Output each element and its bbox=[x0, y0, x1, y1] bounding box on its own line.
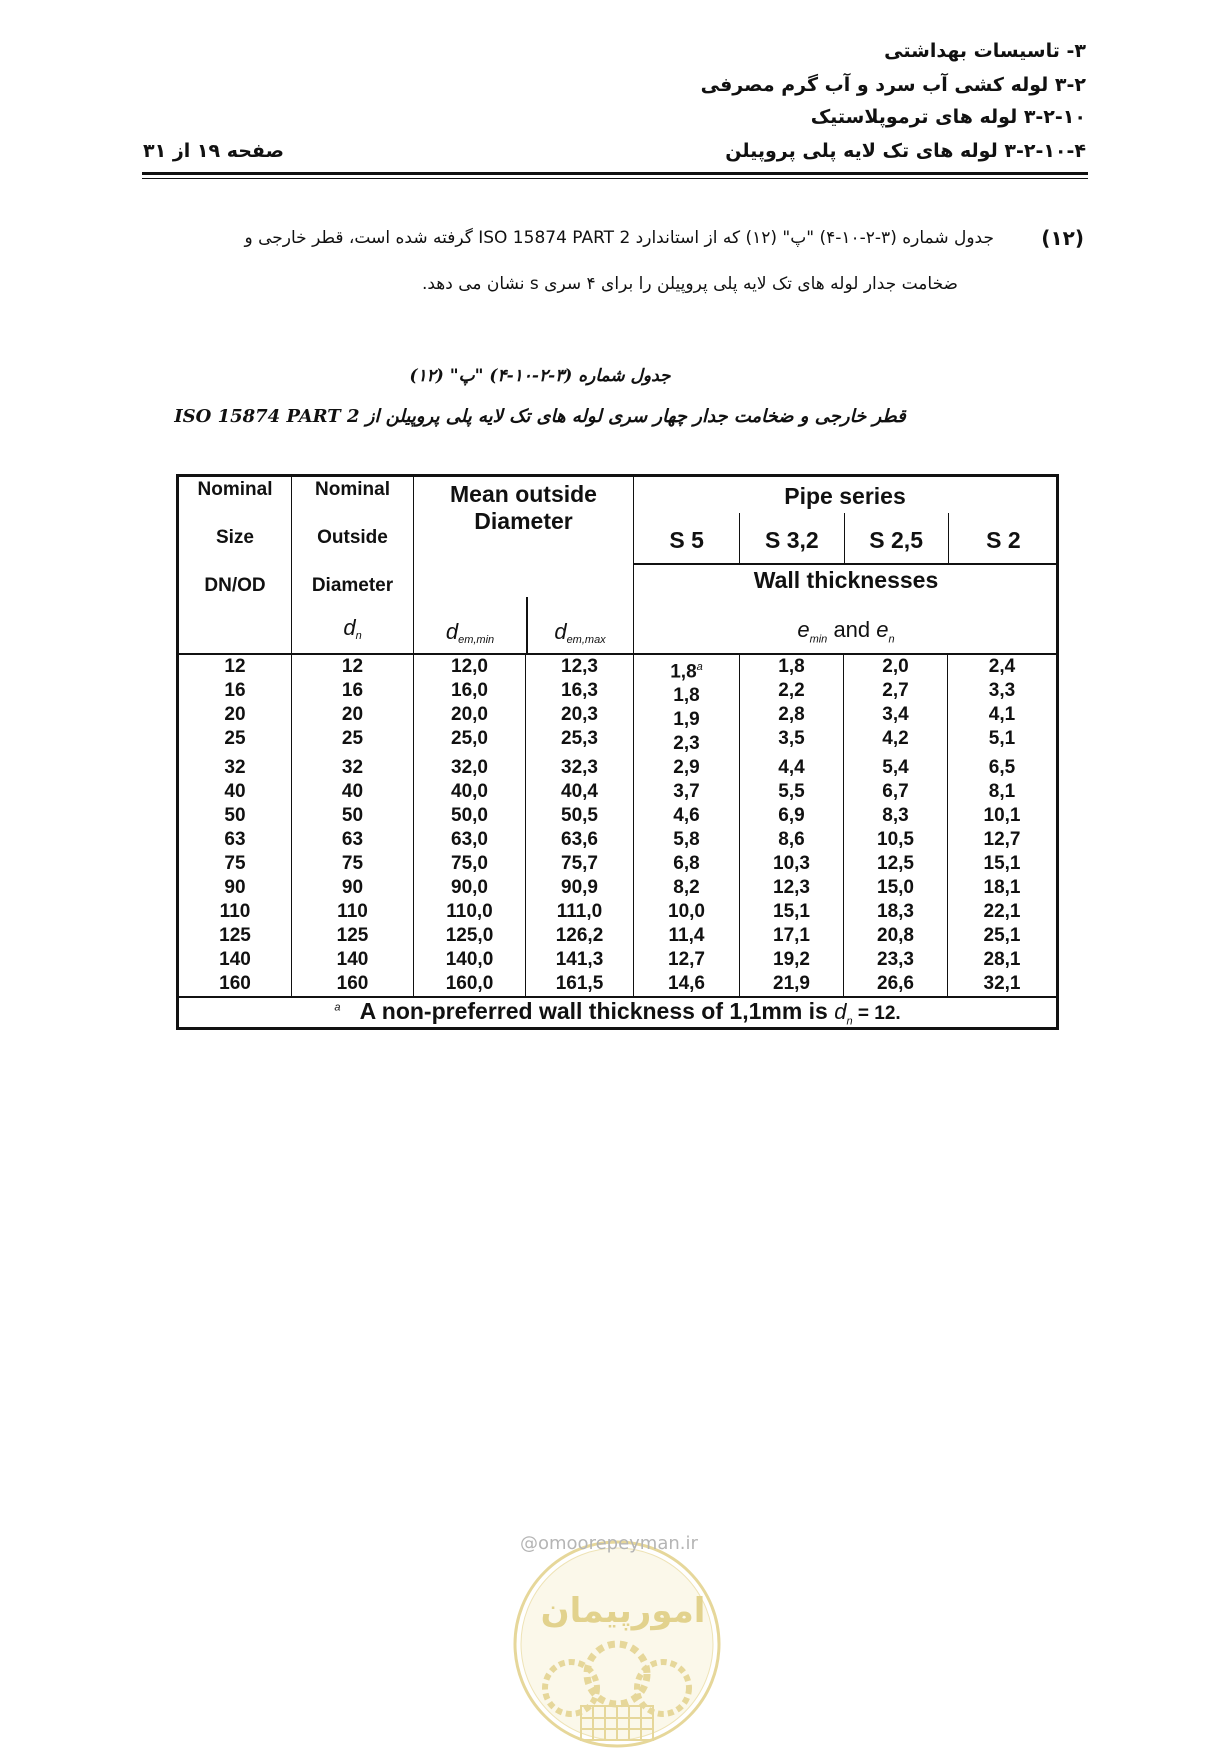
cell-s32 bbox=[740, 756, 844, 852]
table-caption-title: جدول شماره (۳-۲-۱۰-۴) "پ" (۱۲) bbox=[409, 366, 671, 386]
cell-dn bbox=[178, 948, 292, 997]
header-text: DN/OD bbox=[204, 575, 266, 596]
symbol-e: $e_{min}$ and $e_n$ bbox=[797, 617, 895, 646]
value-dn: 125 bbox=[219, 924, 251, 946]
value-dmax: 40,4 bbox=[561, 780, 598, 802]
value-dn: 140 bbox=[219, 948, 251, 970]
cell-s25 bbox=[844, 948, 948, 997]
value-od: 140 bbox=[336, 948, 369, 970]
value-s5: 3,7 bbox=[673, 780, 700, 802]
cell-s32 bbox=[740, 852, 844, 948]
value-dmin: 125,0 bbox=[445, 924, 494, 946]
value-dmax: 50,5 bbox=[561, 804, 598, 826]
value-dmax: 32,3 bbox=[561, 756, 598, 778]
value-s2: 18,1 bbox=[983, 876, 1021, 898]
value-s2: 4,1 bbox=[988, 703, 1016, 725]
cell-s5 bbox=[634, 948, 740, 997]
value-dn: 40 bbox=[224, 780, 246, 802]
value-dmin: 25,0 bbox=[451, 727, 488, 749]
series-s32: S 3,2 bbox=[739, 513, 843, 563]
value-dmax: 16,3 bbox=[561, 679, 598, 701]
cell-od bbox=[292, 948, 414, 997]
value-od: 125 bbox=[336, 924, 369, 946]
value-s25: 4,2 bbox=[882, 727, 909, 749]
value-dn: 50 bbox=[224, 804, 246, 826]
value-s32: 4,4 bbox=[778, 756, 805, 778]
value-s2: 32,1 bbox=[983, 972, 1021, 994]
cell-dmin bbox=[414, 948, 526, 997]
cell-s25 bbox=[844, 756, 948, 852]
value-s32: 15,1 bbox=[773, 900, 810, 922]
value-od: 32 bbox=[341, 756, 364, 778]
header-text: Diameter bbox=[474, 508, 573, 534]
value-s32: 2,8 bbox=[778, 703, 805, 725]
value-s32: 19,2 bbox=[773, 948, 810, 970]
value-s32: 1,8 bbox=[778, 655, 805, 677]
value-dmax: 161,5 bbox=[555, 972, 604, 994]
value-s2: 2,4 bbox=[988, 655, 1016, 677]
value-od: 63 bbox=[341, 828, 364, 850]
series-s25: S 2,5 bbox=[844, 513, 948, 563]
value-s32: 21,9 bbox=[773, 972, 810, 994]
value-dn: 12 bbox=[224, 655, 246, 677]
value-s5: 1,8 bbox=[670, 660, 697, 682]
value-s25: 8,3 bbox=[882, 804, 909, 826]
value-s2: 22,1 bbox=[983, 900, 1021, 922]
value-dmax: 75,7 bbox=[561, 852, 598, 874]
paragraph-number: (۱۲) bbox=[1041, 226, 1084, 250]
symbol-dmin: $d_{em,min}$ bbox=[445, 619, 495, 647]
value-dn: 25 bbox=[224, 727, 246, 749]
value-od: 90 bbox=[341, 876, 364, 898]
value-s5 bbox=[634, 655, 739, 684]
value-s5: 8,2 bbox=[673, 876, 700, 898]
value-od: 75 bbox=[341, 852, 364, 874]
cell-s5 bbox=[634, 852, 740, 948]
value-dmin: 32,0 bbox=[451, 756, 488, 778]
value-dmin: 12,0 bbox=[451, 655, 488, 677]
value-s2: 10,1 bbox=[983, 804, 1021, 826]
table-row-group bbox=[178, 948, 1058, 997]
table-caption-subtitle: قطر خارجی و ضخامت جدار چهار سری لوله های تک لایه پلی پروپیلن از ISO 15874 PART 2 bbox=[174, 406, 906, 427]
value-od: 110 bbox=[337, 900, 368, 922]
value-s5: 11,4 bbox=[668, 924, 705, 946]
header-rule bbox=[142, 172, 1088, 175]
value-dmin: 63,0 bbox=[451, 828, 488, 850]
nominal-size-header bbox=[178, 476, 292, 654]
nominal-od-header bbox=[292, 476, 414, 654]
value-s25: 20,8 bbox=[877, 924, 914, 946]
value-dmin: 50,0 bbox=[451, 804, 488, 826]
pipe-series-label: Pipe series bbox=[784, 483, 906, 509]
cell-s2 bbox=[948, 948, 1058, 997]
value-s5: 2,3 bbox=[673, 732, 700, 754]
value-dmax: 111,0 bbox=[556, 900, 603, 922]
cell-s5 bbox=[634, 654, 740, 756]
cell-dmin bbox=[414, 852, 526, 948]
value-od: 12 bbox=[341, 655, 364, 677]
value-dmin: 40,0 bbox=[451, 780, 488, 802]
value-s25: 15,0 bbox=[877, 876, 914, 898]
watermark-logo bbox=[511, 1538, 723, 1750]
series-divider bbox=[634, 563, 1058, 565]
table-header-row bbox=[178, 476, 1058, 654]
cell-dn bbox=[178, 852, 292, 948]
value-s2: 28,1 bbox=[983, 948, 1021, 970]
footnote: $^a$ A non-preferred wall thickness of 1,1mm is $d_n = 12$. bbox=[178, 997, 1058, 1029]
watermark-logo-text: امورپیمان bbox=[540, 1591, 706, 1631]
cell-s25 bbox=[844, 852, 948, 948]
wall-thickness-label: Wall thicknesses bbox=[753, 567, 939, 593]
header-text: Size bbox=[215, 527, 255, 548]
value-s25: 12,5 bbox=[877, 852, 914, 874]
value-s25: 2,0 bbox=[882, 655, 909, 677]
cell-s32 bbox=[740, 654, 844, 756]
value-s32: 6,9 bbox=[778, 804, 805, 826]
series-s5: S 5 bbox=[669, 527, 704, 553]
value-s25: 3,4 bbox=[882, 703, 909, 725]
value-dmax: 12,3 bbox=[561, 655, 598, 677]
header-text: Nominal bbox=[197, 479, 273, 500]
value-dmin: 160,0 bbox=[445, 972, 494, 994]
value-s25: 18,3 bbox=[877, 900, 914, 922]
value-od: 50 bbox=[341, 804, 364, 826]
cell-s5 bbox=[634, 756, 740, 852]
pipe-series-header bbox=[634, 476, 1058, 654]
header-text: Nominal bbox=[315, 479, 390, 500]
value-od: 160 bbox=[336, 972, 369, 994]
value-s5: 1,9 bbox=[673, 708, 700, 730]
value-s5: 12,7 bbox=[668, 948, 705, 970]
value-s5: 1,8 bbox=[673, 684, 700, 706]
value-dn: 160 bbox=[219, 972, 251, 994]
cell-od bbox=[292, 654, 414, 756]
cell-dmax bbox=[526, 654, 634, 756]
cell-dn bbox=[178, 654, 292, 756]
cell-s2 bbox=[948, 852, 1058, 948]
value-s25: 5,4 bbox=[882, 756, 909, 778]
value-s25: 6,7 bbox=[882, 780, 909, 802]
value-s25: 26,6 bbox=[877, 972, 914, 994]
value-s2: 5,1 bbox=[988, 727, 1016, 749]
value-od: 16 bbox=[341, 679, 364, 701]
cell-od bbox=[292, 852, 414, 948]
value-s2: 3,3 bbox=[988, 679, 1016, 701]
symbol-dmax: $d_{em,max}$ bbox=[554, 619, 606, 647]
value-s5: 2,9 bbox=[673, 756, 700, 778]
cell-dmax bbox=[526, 852, 634, 948]
header-text: Mean outside bbox=[450, 481, 597, 507]
value-s2: 12,7 bbox=[983, 828, 1021, 850]
cell-dmax bbox=[526, 948, 634, 997]
value-dmax: 63,6 bbox=[561, 828, 598, 850]
footnote-marker: a bbox=[696, 660, 703, 673]
cell-s25 bbox=[844, 654, 948, 756]
page-number: صفحه ۱۹ از ۳۱ bbox=[143, 140, 284, 162]
value-dmin: 16,0 bbox=[451, 679, 488, 701]
table-row-group bbox=[178, 852, 1058, 948]
paragraph-line-2: ضخامت جدار لوله های تک لایه پلی پروپیلن را برای ۴ سری s نشان می دهد. bbox=[421, 274, 958, 294]
value-dn: 63 bbox=[224, 828, 246, 850]
value-s32: 2,2 bbox=[778, 679, 805, 701]
header-text: Outside bbox=[317, 527, 388, 548]
series-s2: S 2 bbox=[948, 513, 1058, 563]
cell-s32 bbox=[740, 948, 844, 997]
table-row-group bbox=[178, 654, 1058, 756]
value-dn: 32 bbox=[224, 756, 246, 778]
value-s25: 10,5 bbox=[877, 828, 914, 850]
section-title-3: ۳-۲-۱۰ لوله های ترموپلاستیک bbox=[810, 106, 1086, 128]
value-s32: 17,1 bbox=[773, 924, 810, 946]
value-dmax: 20,3 bbox=[561, 703, 598, 725]
value-dn: 75 bbox=[224, 852, 246, 874]
value-dmin: 110,0 bbox=[446, 900, 493, 922]
series-row bbox=[634, 513, 1058, 563]
header-text: Diameter bbox=[311, 575, 394, 596]
value-s32: 8,6 bbox=[778, 828, 805, 850]
value-od: 40 bbox=[341, 780, 364, 802]
value-dmax: 90,9 bbox=[561, 876, 598, 898]
symbol-dn: $d_n$ bbox=[343, 615, 362, 643]
table-body bbox=[178, 654, 1058, 997]
cell-dn bbox=[178, 756, 292, 852]
value-dmax: 126,2 bbox=[555, 924, 604, 946]
mean-od-header bbox=[414, 476, 634, 654]
cell-od bbox=[292, 756, 414, 852]
value-dn: 110 bbox=[219, 900, 251, 922]
value-s5: 5,8 bbox=[673, 828, 700, 850]
value-s2: 6,5 bbox=[988, 756, 1016, 778]
watermark-site: @omoorepeyman.ir bbox=[520, 1533, 698, 1554]
value-s5: 6,8 bbox=[673, 852, 700, 874]
value-dn: 20 bbox=[224, 703, 246, 725]
value-s5: 4,6 bbox=[673, 804, 700, 826]
value-s5: 10,0 bbox=[668, 900, 705, 922]
value-s2: 25,1 bbox=[983, 924, 1021, 946]
value-dmax: 25,3 bbox=[561, 727, 598, 749]
value-s32: 12,3 bbox=[773, 876, 810, 898]
table-row-group bbox=[178, 756, 1058, 852]
value-dmin: 140,0 bbox=[445, 948, 494, 970]
header-rule-thin bbox=[142, 178, 1088, 179]
value-s5: 14,6 bbox=[668, 972, 705, 994]
section-title-2: ۳-۲ لوله کشی آب سرد و آب گرم مصرفی bbox=[700, 74, 1086, 96]
value-s32: 10,3 bbox=[773, 852, 810, 874]
value-s32: 3,5 bbox=[778, 727, 805, 749]
value-s2: 8,1 bbox=[988, 780, 1016, 802]
section-title-4: ۳-۲-۱۰-۴ لوله های تک لایه پلی پروپیلن bbox=[725, 140, 1086, 162]
value-dmin: 20,0 bbox=[451, 703, 488, 725]
cell-s2 bbox=[948, 654, 1058, 756]
value-dn: 90 bbox=[224, 876, 246, 898]
value-dmax: 141,3 bbox=[555, 948, 604, 970]
value-od: 25 bbox=[341, 727, 364, 749]
value-dn: 16 bbox=[224, 679, 246, 701]
value-dmin: 75,0 bbox=[451, 852, 488, 874]
value-s2: 15,1 bbox=[983, 852, 1021, 874]
pipe-dimensions-table bbox=[176, 474, 1059, 1030]
cell-dmin bbox=[414, 756, 526, 852]
cell-s2 bbox=[948, 756, 1058, 852]
value-s25: 23,3 bbox=[877, 948, 914, 970]
value-dmin: 90,0 bbox=[451, 876, 488, 898]
cell-dmin bbox=[414, 654, 526, 756]
cell-dmax bbox=[526, 756, 634, 852]
value-s32: 5,5 bbox=[778, 780, 805, 802]
paragraph-line-1: جدول شماره (۳-۲-۱۰-۴) "پ" (۱۲) که از استاندارد ISO 15874 PART 2 گرفته شده است، قطر خارجی و bbox=[244, 228, 994, 248]
footnote-row bbox=[178, 997, 1058, 1029]
section-title-1: ۳- تاسیسات بهداشتی bbox=[884, 40, 1086, 62]
value-s25: 2,7 bbox=[882, 679, 909, 701]
value-od: 20 bbox=[341, 703, 364, 725]
